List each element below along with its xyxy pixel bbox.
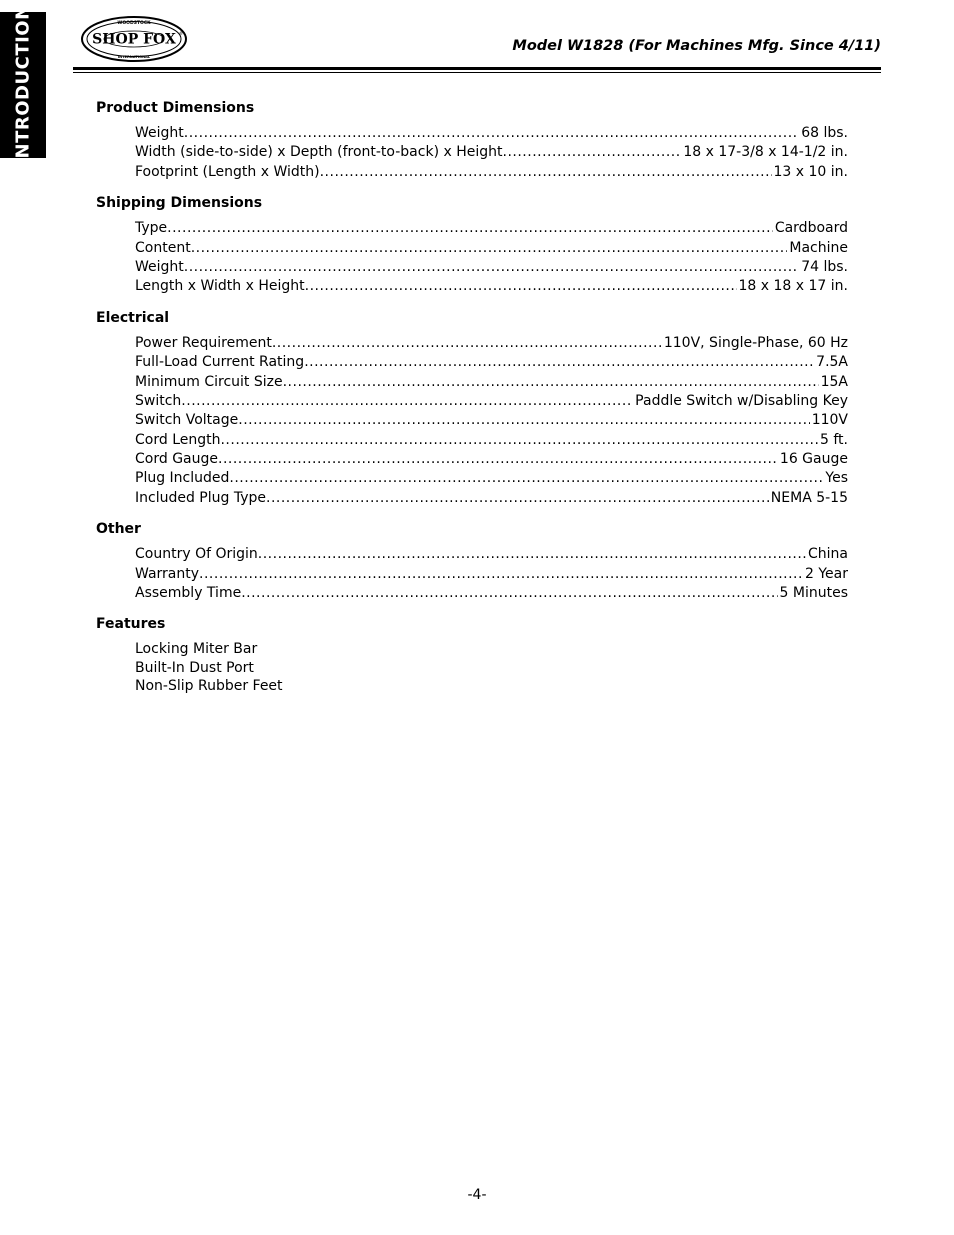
spec-value: 2 Year — [805, 565, 848, 582]
spec-row — [135, 124, 848, 143]
spec-value: 16 Gauge — [779, 451, 848, 468]
spec-row — [135, 411, 848, 430]
spec-row — [135, 163, 848, 182]
spec-label: Country Of Origin — [135, 546, 258, 563]
section-heading: Features — [96, 616, 166, 633]
spec-row — [135, 277, 848, 296]
spec-row — [135, 450, 848, 469]
feature-item: Locking Miter Bar — [135, 641, 258, 658]
dot-leader — [191, 239, 788, 258]
svg-text:®: ® — [179, 31, 183, 36]
dot-leader — [199, 565, 803, 584]
spec-list — [96, 124, 848, 182]
feature-item: Non-Slip Rubber Feet — [135, 678, 283, 695]
dot-leader — [241, 584, 777, 603]
model-title: Model W1828 (For Machines Mfg. Since 4/11) — [512, 38, 881, 54]
spec-row — [135, 431, 848, 450]
spec-row — [135, 469, 848, 488]
section-tab-label: INTRODUCTION — [12, 4, 34, 166]
section-heading: Shipping Dimensions — [96, 195, 263, 212]
spec-label: Cord Length — [135, 431, 221, 448]
dot-leader — [266, 489, 769, 508]
spec-value: 110V, Single-Phase, 60 Hz — [663, 334, 848, 351]
spec-row — [135, 143, 848, 162]
dot-leader — [272, 334, 662, 353]
spec-label: Included Plug Type — [135, 489, 266, 506]
spec-row — [135, 392, 848, 411]
spec-row — [135, 258, 848, 277]
page-number: -4- — [467, 1187, 487, 1203]
spec-list — [96, 334, 848, 509]
svg-text:INTERNATIONAL: INTERNATIONAL — [117, 55, 151, 59]
spec-label: Cord Gauge — [135, 451, 218, 468]
dot-leader — [258, 545, 806, 564]
spec-row — [135, 545, 848, 564]
spec-label: Type — [135, 220, 168, 237]
spec-row — [135, 219, 848, 238]
dot-leader — [305, 277, 737, 296]
spec-value: 68 lbs. — [801, 125, 848, 141]
dot-leader — [304, 353, 814, 372]
spec-label: Warranty — [135, 565, 200, 582]
spec-label: Switch — [135, 392, 182, 409]
dot-leader — [283, 373, 819, 392]
spec-list — [96, 545, 848, 603]
spec-value: NEMA 5-15 — [770, 489, 848, 506]
spec-row — [135, 334, 848, 353]
spec-value: 15A — [820, 373, 848, 390]
spec-row — [135, 239, 848, 258]
dot-leader — [167, 219, 773, 238]
spec-value: 110V — [811, 412, 848, 429]
spec-label: Weight — [135, 258, 184, 275]
spec-label: Width (side-to-side) x Depth (front-to-back) x Height — [135, 144, 503, 161]
spec-row — [135, 565, 848, 584]
spec-value: 5 Minutes — [779, 585, 848, 602]
dot-leader — [184, 258, 799, 277]
spec-value: Cardboard — [774, 220, 848, 237]
spec-list — [96, 219, 848, 297]
dot-leader — [503, 143, 682, 162]
spec-label: Weight — [135, 125, 184, 141]
dot-leader — [181, 392, 633, 411]
spec-label: Length x Width x Height — [135, 278, 305, 295]
spec-row — [135, 373, 848, 392]
svg-text:SHOP FOX: SHOP FOX — [92, 31, 176, 48]
dot-leader — [229, 469, 823, 488]
dot-leader — [320, 163, 772, 182]
spec-label: Switch Voltage — [135, 412, 239, 429]
spec-value: 18 x 18 x 17 in. — [738, 278, 848, 295]
dot-leader — [220, 431, 818, 450]
section-heading: Electrical — [96, 309, 170, 326]
specifications — [96, 99, 848, 696]
spec-value: Machine — [789, 239, 848, 256]
section-tab — [0, 4, 46, 166]
spec-value: 5 ft. — [820, 431, 848, 448]
svg-text:WOODSTOCK: WOODSTOCK — [117, 21, 151, 26]
spec-row — [135, 489, 848, 508]
feature-item: Built-In Dust Port — [135, 659, 254, 676]
spec-value: 74 lbs. — [801, 258, 848, 275]
spec-label: Footprint (Length x Width) — [135, 163, 320, 180]
spec-value: China — [808, 546, 848, 563]
spec-row — [135, 584, 848, 603]
dot-leader — [238, 411, 809, 430]
spec-label: Plug Included — [135, 470, 230, 487]
spec-label: Power Requirement — [135, 334, 272, 351]
header-rule — [73, 67, 881, 70]
spec-label: Content — [135, 239, 191, 256]
spec-value: 7.5A — [816, 354, 848, 371]
spec-label: Full-Load Current Rating — [135, 354, 305, 371]
section-heading: Product Dimensions — [96, 100, 255, 116]
header-rule-thin — [73, 72, 881, 73]
spec-value: 13 x 10 in. — [773, 163, 848, 180]
dot-leader — [184, 124, 799, 143]
section-heading: Other — [96, 521, 141, 538]
shop-fox-logo — [80, 14, 190, 64]
feature-list — [96, 640, 848, 696]
spec-row — [135, 353, 848, 372]
spec-value: Yes — [825, 470, 848, 487]
spec-label: Minimum Circuit Size — [135, 373, 283, 390]
spec-value: Paddle Switch w/Disabling Key — [635, 392, 848, 409]
dot-leader — [218, 450, 778, 469]
spec-value: 18 x 17-3/8 x 14-1/2 in. — [683, 144, 848, 161]
spec-label: Assembly Time — [135, 585, 242, 602]
